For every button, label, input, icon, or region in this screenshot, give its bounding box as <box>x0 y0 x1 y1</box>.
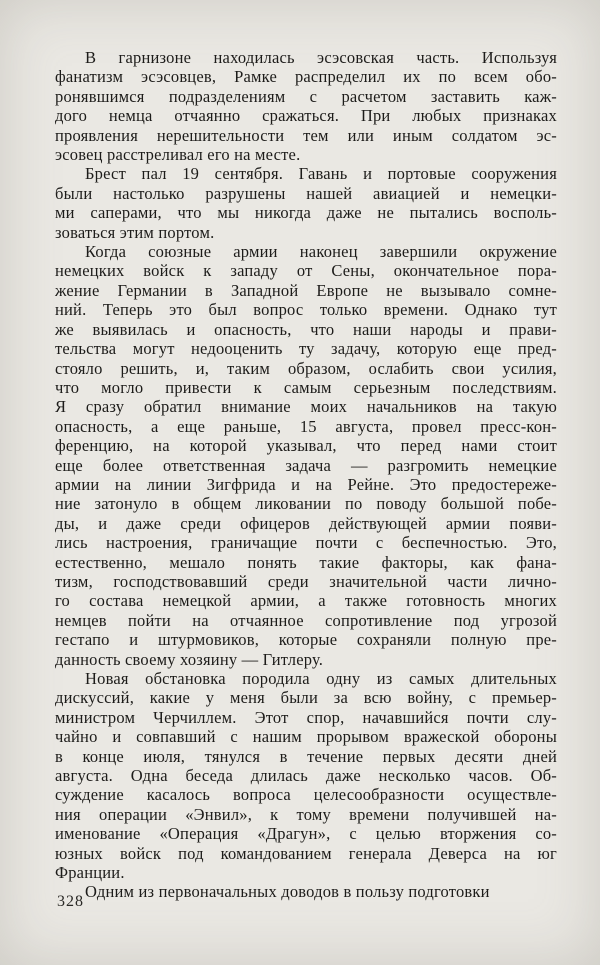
text-line: зоваться этим портом. <box>55 222 215 242</box>
text-line: ние затонуло в общем ликовании по поводу большой побе- <box>55 494 557 514</box>
paragraph <box>55 882 557 901</box>
text-line: же выявилась и опасность, что наши народы и прави- <box>55 319 557 339</box>
text-line: Франции. <box>55 863 125 883</box>
text-line: естественно, мешало понять такие факторы, как фана- <box>55 552 557 572</box>
text-line: гестапо и штурмовиков, которые сохраняли полную пре- <box>55 630 557 650</box>
page-number: 328 <box>57 893 84 910</box>
text-line: немецких войск к западу от Сены, окончательное пора- <box>55 261 557 281</box>
text-line: Я сразу обратил внимание моих начальников на такую <box>55 397 557 417</box>
text-line: эсовец расстреливал его на месте. <box>55 145 301 165</box>
text-line: жение Германии в Западной Европе не вызывало сомне- <box>55 280 557 300</box>
page-text-block <box>55 48 557 902</box>
text-line: ференцию, на которой указывал, что перед нами стоит <box>55 436 557 456</box>
text-line: в конце июля, тянулся в течение первых десяти дней <box>55 746 557 766</box>
text-line: еще более ответственная задача — разгромить немецкие <box>55 455 557 475</box>
text-line: тельства могут недооценить ту задачу, которую еще пред- <box>55 339 557 359</box>
text-line: тизм, господствовавший среди значительной части лично- <box>55 571 557 591</box>
text-line: армии на линии Зигфрида и на Рейне. Это предостереже- <box>55 474 557 494</box>
text-line: ды, и даже среди офицеров действующей армии появи- <box>55 513 557 533</box>
text-line: именование «Операция «Драгун», с целью вторжения со- <box>55 824 557 844</box>
paragraph <box>55 242 557 669</box>
text-line: стояло решить, и, таким образом, ослабить свои усилия, <box>55 358 557 378</box>
text-line: ронявшимся подразделениям с расчетом заставить каж- <box>55 86 557 106</box>
paragraph <box>55 164 557 242</box>
text-line: дого немца отчаянно сражаться. При любых признаках <box>55 106 557 126</box>
text-line: проявления нерешительности тем или иным солдатом эс- <box>55 125 557 145</box>
text-line: ми саперами, что мы никогда даже не пытались восполь- <box>55 203 557 223</box>
text-line: что могло привести к самым серьезным последствиям. <box>55 377 557 397</box>
text-line: юзных войск под командованием генерала Деверса на юг <box>55 843 557 863</box>
text-line: опасность, а еще раньше, 15 августа, провел пресс-кон- <box>55 416 557 436</box>
text-line: чайно и совпавший с нашим прорывом вражеской обороны <box>55 727 557 747</box>
text-line: дискуссий, какие у меня были за всю войну, с премьер- <box>55 688 557 708</box>
text-line: Одним из первоначальных доводов в пользу подготовки <box>85 882 490 902</box>
text-line: ния операции «Энвил», к тому времени получившей на- <box>55 804 557 824</box>
text-line: данность своему хозяину — Гитлеру. <box>55 649 324 669</box>
text-line: Новая обстановка породила одну из самых длительных <box>85 669 557 688</box>
text-line: министром Черчиллем. Этот спор, начавшийся почти слу- <box>55 707 557 727</box>
text-line: фанатизм эсэсовцев, Рамке распределил их по всем обо- <box>55 67 557 87</box>
text-line: го состава немецкой армии, а также готовность многих <box>55 591 557 611</box>
paragraph <box>55 669 557 882</box>
text-line: лись настроения, граничащие почти с беспечностью. Это, <box>55 533 557 553</box>
text-line: Брест пал 19 сентября. Гавань и портовые сооружения <box>85 164 557 184</box>
text-line: были настолько разрушены нашей авиацией и немецки- <box>55 183 557 203</box>
paragraph <box>55 48 557 164</box>
text-line: ний. Теперь это был вопрос только времени. Однако тут <box>55 300 557 320</box>
text-line: Когда союзные армии наконец завершили окружение <box>85 242 557 262</box>
text-line: немцев пойти на отчаянное сопротивление под угрозой <box>55 610 557 630</box>
text-line: августа. Одна беседа длилась даже несколько часов. Об- <box>55 766 557 786</box>
text-line: суждение касалось вопроса целесообразности осуществле- <box>55 785 557 805</box>
text-line: В гарнизоне находилась эсэсовская часть. Используя <box>85 48 557 67</box>
